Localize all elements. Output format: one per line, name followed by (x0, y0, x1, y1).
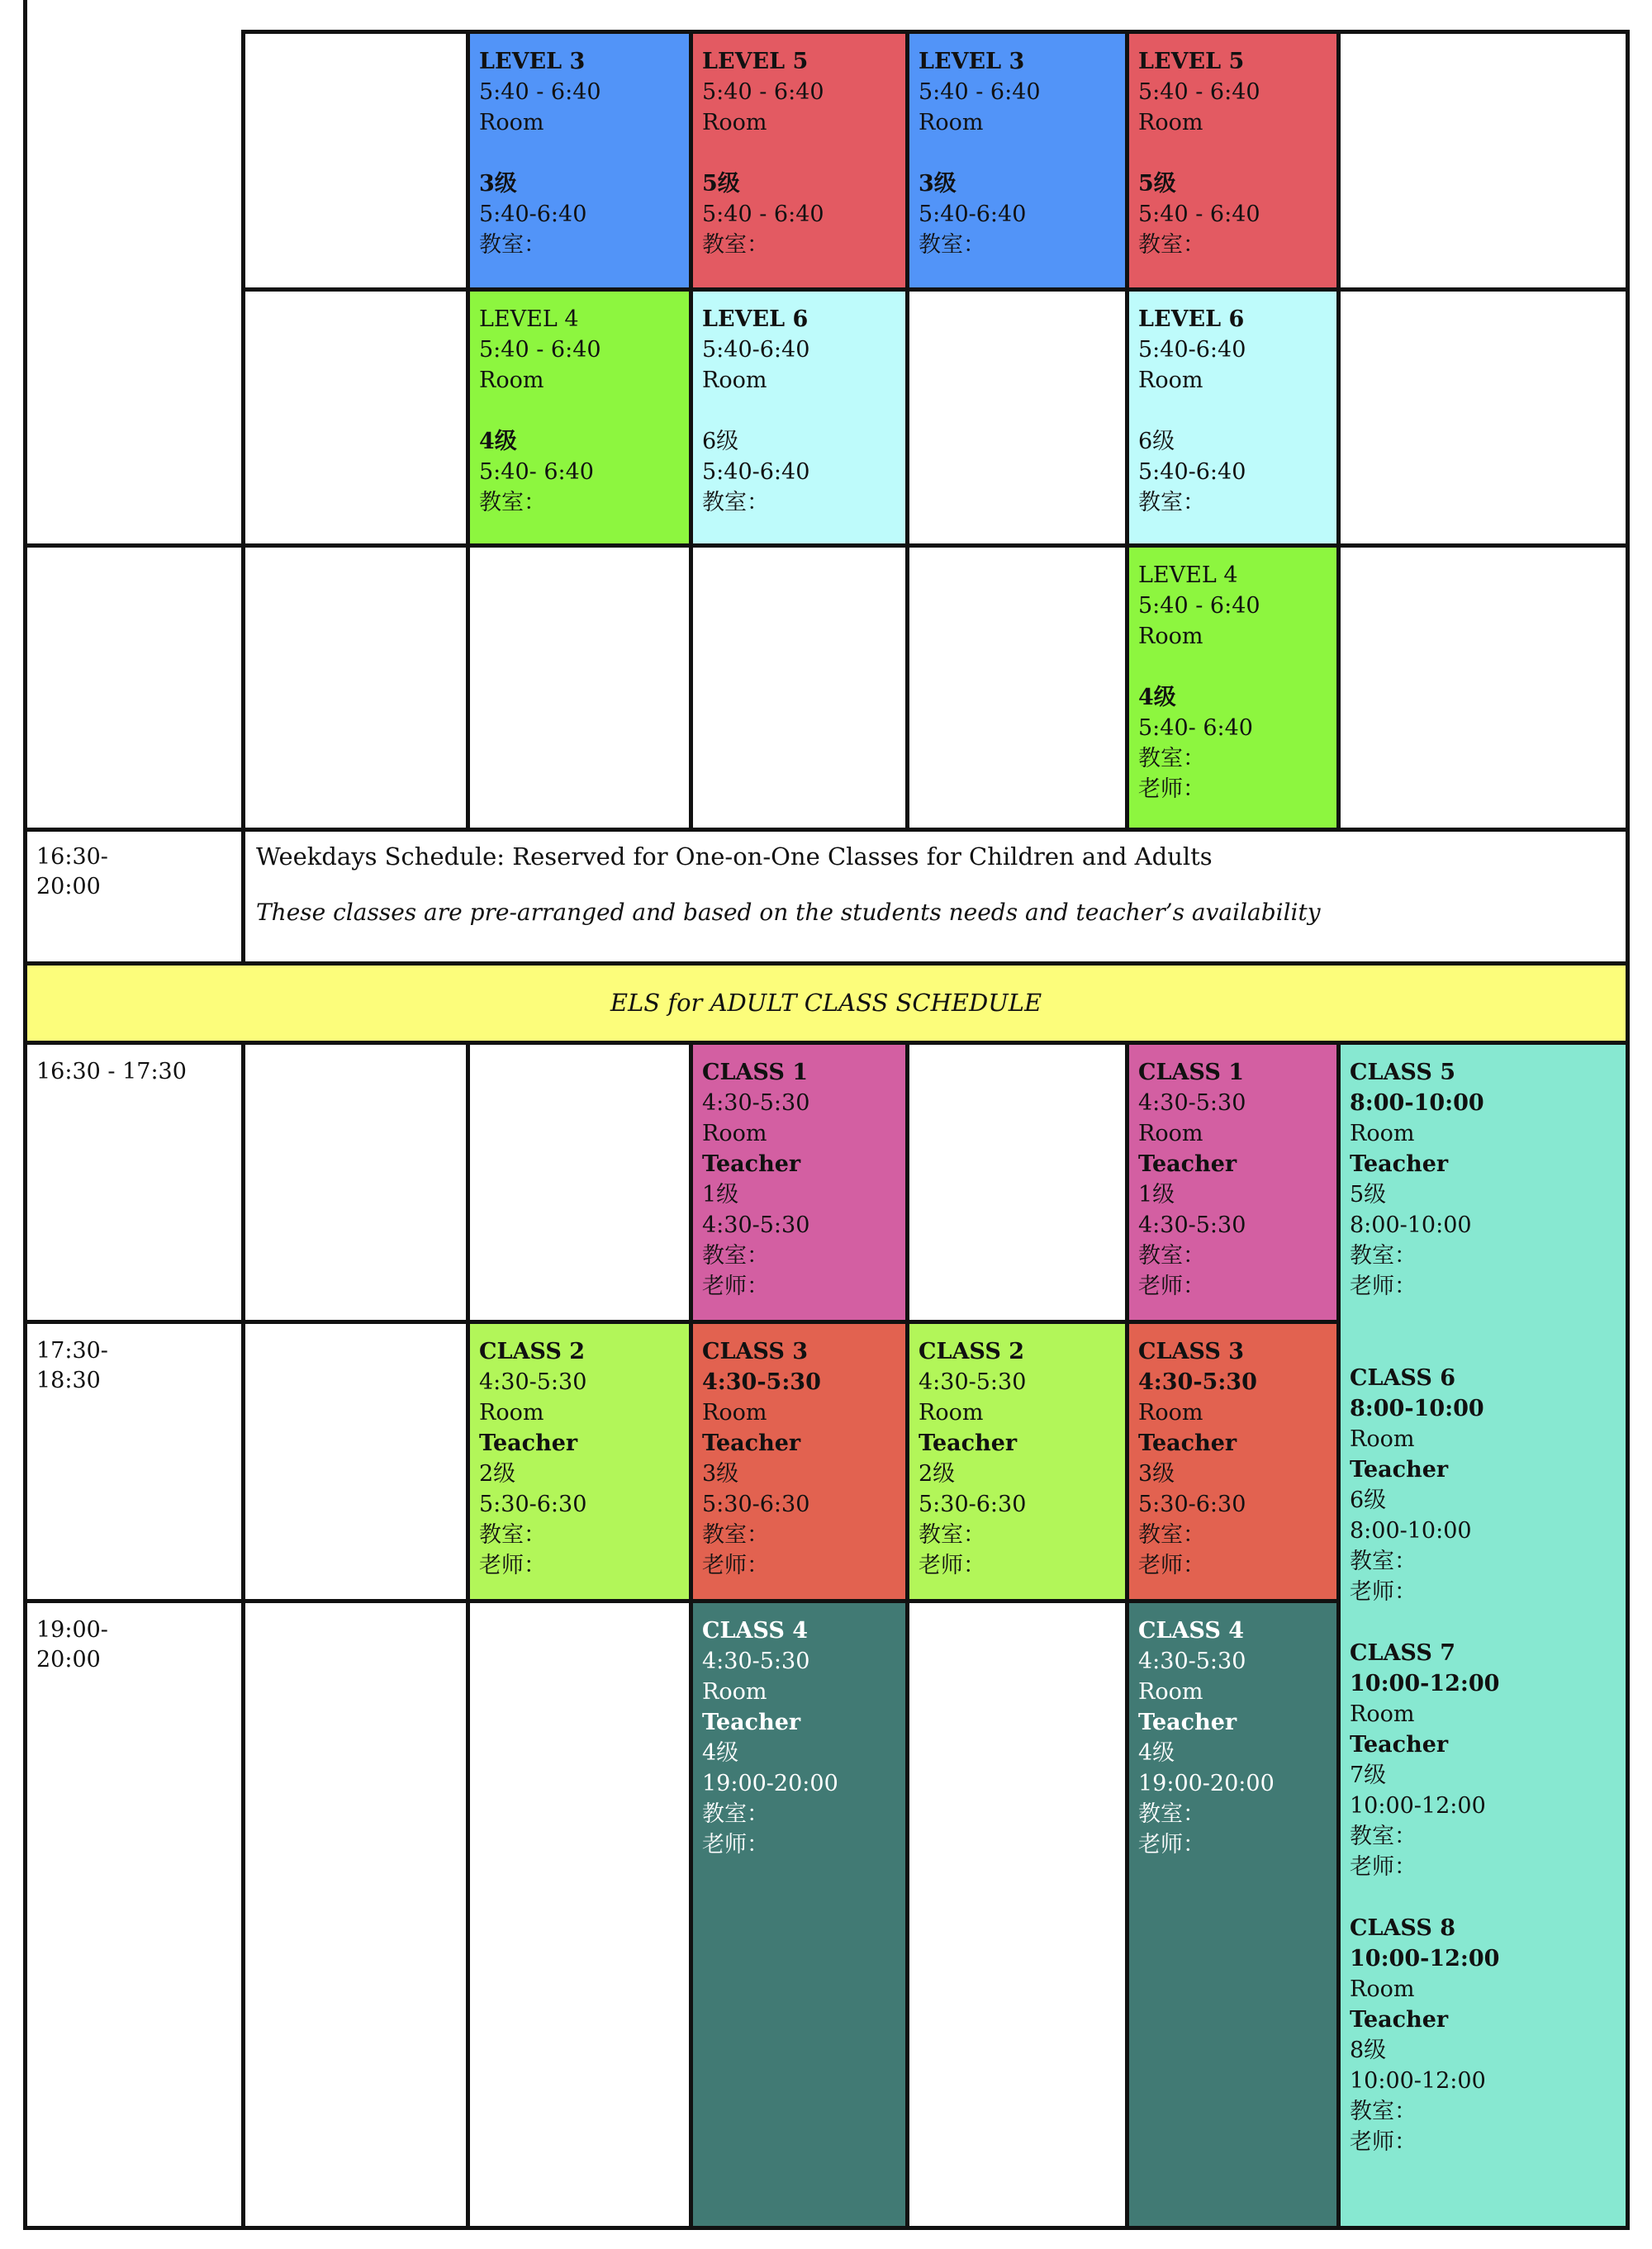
block-line: 老师： (1138, 1832, 1205, 1858)
class-block (691, 1601, 907, 2226)
block-line: 4:30-5:30 (702, 1649, 810, 1674)
block-line: Teacher (1350, 1151, 1449, 1177)
block-line: 老师： (1138, 776, 1205, 802)
block-text (1138, 1057, 1332, 1302)
block-line: Room (702, 368, 767, 393)
block-line: LEVEL 3 (479, 49, 586, 74)
block-line (1138, 138, 1332, 168)
block-line: CLASS 5 (1350, 1060, 1456, 1085)
level-block (468, 289, 691, 545)
block-line: 5:40- 6:40 (479, 459, 594, 485)
block-line: 2级 (919, 1461, 956, 1487)
grid-line (689, 30, 693, 828)
block-line (479, 396, 684, 426)
block-text (702, 304, 900, 518)
block-line: 1级 (1138, 1182, 1175, 1208)
grid-line (23, 1320, 1340, 1324)
block-text (702, 46, 900, 260)
block-line: Room (479, 110, 544, 135)
block-text (479, 46, 684, 260)
block-line: 教室： (1350, 1243, 1417, 1269)
block-line: Teacher (1350, 2007, 1449, 2033)
time-label: 19:00- 20:00 (36, 1617, 108, 1673)
block-line: 5:40-6:40 (1138, 337, 1246, 363)
block-line: 8:00-10:00 (1350, 1396, 1484, 1421)
block-line: 教室： (1138, 1801, 1205, 1827)
block-line: 5:40-6:40 (702, 459, 810, 485)
block-line: 5:40 - 6:40 (479, 337, 601, 363)
block-text (1138, 560, 1332, 804)
block-line: 教室： (919, 232, 985, 258)
block-text (919, 46, 1120, 260)
block-line: Room (1350, 1121, 1415, 1146)
block-line: CLASS 1 (1138, 1060, 1245, 1085)
block-line: CLASS 1 (702, 1060, 809, 1085)
block-line: 老师： (702, 1274, 769, 1299)
block-line: LEVEL 6 (702, 306, 809, 332)
block-line: Room (1138, 624, 1203, 649)
block-line: 10:00-12:00 (1350, 1946, 1500, 1971)
block-line: 4:30-5:30 (1138, 1212, 1246, 1238)
block-line: 5:40-6:40 (1138, 459, 1246, 485)
block-line: 教室： (1350, 1549, 1417, 1574)
block-line: 8:00-10:00 (1350, 1090, 1484, 1116)
block-line: 6级 (1138, 429, 1175, 454)
block-line: 5:40 - 6:40 (702, 79, 824, 105)
block-line: 5:40 - 6:40 (1138, 593, 1260, 619)
block-line: 5:30-6:30 (1138, 1492, 1246, 1517)
grid-line (241, 287, 1630, 292)
grid-line (1125, 30, 1129, 828)
block-line: 教室： (702, 490, 769, 515)
block-line: 4级 (479, 429, 517, 454)
block-line: 教室： (702, 1801, 769, 1827)
block-line: 老师： (919, 1553, 985, 1578)
block-line: 5:40 - 6:40 (919, 79, 1041, 105)
level-block (691, 31, 907, 289)
block-text (702, 1616, 900, 1860)
grid-line (466, 1041, 470, 2228)
class-block (1127, 1042, 1338, 1321)
block-line (1350, 1302, 1621, 1332)
block-line: CLASS 3 (702, 1339, 809, 1364)
block-text (1138, 1616, 1332, 1860)
block-line: 8级 (1350, 2038, 1387, 2063)
level-block (907, 31, 1127, 289)
block-line: Room (702, 1679, 767, 1705)
block-line: LEVEL 5 (702, 49, 809, 74)
class-block (691, 1042, 907, 1321)
block-line: 4:30-5:30 (702, 1090, 810, 1116)
block-line: 10:00-12:00 (1350, 2068, 1486, 2094)
grid-line (1336, 1041, 1341, 2228)
block-line: 1级 (702, 1182, 739, 1208)
class-block (691, 1321, 907, 1601)
block-line: 3级 (919, 171, 957, 197)
grid-line (23, 1041, 1630, 1045)
block-line: 老师： (1350, 1579, 1417, 1605)
grid-line (1125, 1041, 1129, 2228)
grid-line (23, 543, 1630, 548)
block-line: Teacher (1138, 1431, 1237, 1456)
class-block (468, 1321, 691, 1601)
weekday-reserved-title: Weekdays Schedule: Reserved for One-on-One Classes for Children and Adults (256, 842, 1213, 871)
block-line: 5:40 - 6:40 (1138, 202, 1260, 227)
time-label: 16:30- 20:00 (36, 844, 108, 899)
grid-line (905, 30, 909, 828)
block-line: 教室： (1350, 2099, 1417, 2124)
block-line: 6级 (1350, 1487, 1387, 1513)
block-line (479, 138, 684, 168)
block-line: 教室： (702, 1243, 769, 1269)
grid-line (241, 30, 245, 828)
block-line: 5:40-6:40 (479, 202, 587, 227)
block-line: Teacher (479, 1431, 578, 1456)
grid-line (23, 1599, 1340, 1603)
block-line: 5:40- 6:40 (1138, 715, 1253, 741)
block-line: 教室： (702, 1522, 769, 1548)
block-line: 教室： (702, 232, 769, 258)
block-line: 教室： (919, 1522, 985, 1548)
grid-line (241, 828, 245, 961)
block-line: Room (1138, 110, 1203, 135)
block-line: 4:30-5:30 (479, 1369, 587, 1395)
block-line: Room (1350, 1701, 1415, 1727)
block-line: Room (1138, 1121, 1203, 1146)
block-line: 4:30-5:30 (1138, 1369, 1257, 1395)
block-line: 5级 (702, 171, 740, 197)
block-line: 3级 (1138, 1461, 1175, 1487)
block-line: 老师： (1350, 1854, 1417, 1880)
block-line: LEVEL 3 (919, 49, 1025, 74)
grid-line (23, 961, 1630, 966)
level-block (1127, 31, 1338, 289)
block-line: 5:40-6:40 (919, 202, 1027, 227)
block-line: Room (1138, 368, 1203, 393)
class-block (907, 1321, 1127, 1601)
block-line: Teacher (702, 1431, 801, 1456)
block-line: 19:00-20:00 (702, 1771, 838, 1796)
block-line: 5:30-6:30 (919, 1492, 1027, 1517)
block-line: Teacher (919, 1431, 1018, 1456)
block-line: 4级 (1138, 1740, 1175, 1766)
block-line: 4:30-5:30 (702, 1369, 821, 1395)
block-line: 5:40-6:40 (702, 337, 810, 363)
block-line: 教室： (1138, 746, 1205, 771)
time-label: 16:30 - 17:30 (36, 1059, 187, 1084)
block-line: 老师： (702, 1832, 769, 1858)
block-line: 老师： (702, 1553, 769, 1578)
block-line: Room (702, 1121, 767, 1146)
block-line: 8:00-10:00 (1350, 1212, 1472, 1238)
class-block (1127, 1601, 1338, 2226)
block-line: CLASS 4 (702, 1618, 809, 1644)
block-line: 5:40 - 6:40 (1138, 79, 1260, 105)
level-block (1127, 289, 1338, 545)
block-line: LEVEL 4 (1138, 562, 1238, 588)
block-line: CLASS 2 (479, 1339, 586, 1364)
block-line: 19:00-20:00 (1138, 1771, 1275, 1796)
block-line: 老师： (1350, 2129, 1417, 2155)
block-line: 教室： (1138, 490, 1205, 515)
block-line: Room (1138, 1679, 1203, 1705)
block-line: Teacher (1350, 1457, 1449, 1483)
grid-line (241, 1041, 245, 2228)
block-line: 3级 (479, 171, 517, 197)
block-line (1138, 396, 1332, 426)
grid-line (905, 1041, 909, 2228)
block-line: 3级 (702, 1461, 739, 1487)
block-line: Room (919, 110, 984, 135)
block-line (702, 396, 900, 426)
block-line: 5:40 - 6:40 (479, 79, 601, 105)
block-line: Room (1350, 1426, 1415, 1452)
block-line (1350, 1607, 1621, 1638)
block-line: LEVEL 5 (1138, 49, 1245, 74)
block-line: CLASS 4 (1138, 1618, 1245, 1644)
block-line: 教室： (479, 1522, 546, 1548)
block-text (1350, 1057, 1621, 2157)
block-line: CLASS 2 (919, 1339, 1025, 1364)
block-line: 教室： (1138, 1243, 1205, 1269)
block-line: Room (702, 1400, 767, 1426)
block-text (919, 1336, 1120, 1581)
block-line (919, 138, 1120, 168)
grid-line (23, 2226, 1630, 2230)
block-line: 7级 (1350, 1763, 1387, 1788)
level-block (691, 289, 907, 545)
block-line: 4:30-5:30 (919, 1369, 1027, 1395)
block-line: 4:30-5:30 (702, 1212, 810, 1238)
block-line: Room (479, 1400, 544, 1426)
block-text (479, 1336, 684, 1581)
block-line: 6级 (702, 429, 739, 454)
block-line: 教室： (479, 232, 546, 258)
block-text (702, 1057, 900, 1302)
block-line: Room (919, 1400, 984, 1426)
block-line: 8:00-10:00 (1350, 1518, 1472, 1544)
grid-line (689, 1041, 693, 2228)
block-line: 10:00-12:00 (1350, 1671, 1500, 1696)
block-line (702, 138, 900, 168)
block-line: 老师： (1138, 1553, 1205, 1578)
block-text (1138, 304, 1332, 518)
block-line: Room (702, 110, 767, 135)
block-line (1350, 1882, 1621, 1913)
block-line: CLASS 8 (1350, 1915, 1456, 1941)
grid-line (1336, 30, 1341, 828)
grid-line (23, 0, 27, 2230)
block-line (1350, 1332, 1621, 1363)
block-line: CLASS 6 (1350, 1365, 1456, 1391)
block-line: Teacher (1138, 1710, 1237, 1735)
block-text (479, 304, 684, 518)
block-line: 5:30-6:30 (702, 1492, 810, 1517)
grid-line (1626, 30, 1630, 2230)
class-block (1127, 1321, 1338, 1601)
banner-title: ELS for ADULT CLASS SCHEDULE (610, 989, 1042, 1017)
block-line: Teacher (702, 1151, 801, 1177)
block-line: Room (479, 368, 544, 393)
block-line: 4:30-5:30 (1138, 1649, 1246, 1674)
block-text (1138, 1336, 1332, 1581)
block-line: Teacher (702, 1710, 801, 1735)
block-line: 4级 (702, 1740, 739, 1766)
block-line: LEVEL 4 (479, 306, 579, 332)
block-line: 老师： (1138, 1274, 1205, 1299)
block-line: 5:40 - 6:40 (702, 202, 824, 227)
block-line: 2级 (479, 1461, 516, 1487)
block-line: 5级 (1138, 171, 1176, 197)
block-line: Room (1350, 1976, 1415, 2002)
block-line: 老师： (1350, 1274, 1417, 1299)
block-line: 5级 (1350, 1182, 1387, 1208)
grid-line (466, 30, 470, 828)
block-line: 10:00-12:00 (1350, 1793, 1486, 1819)
block-line: Teacher (1138, 1151, 1237, 1177)
block-line: LEVEL 6 (1138, 306, 1245, 332)
block-line: Room (1138, 1400, 1203, 1426)
block-line: 教室： (1138, 232, 1205, 258)
time-label: 17:30- 18:30 (36, 1338, 108, 1393)
grid-line (23, 828, 1630, 832)
block-text (702, 1336, 900, 1581)
class-block (1338, 1042, 1627, 2226)
block-line: 4:30-5:30 (1138, 1090, 1246, 1116)
block-line: 教室： (1138, 1522, 1205, 1548)
block-line: 教室： (479, 490, 546, 515)
block-line: 教室： (1350, 1824, 1417, 1849)
block-line: 老师： (479, 1553, 546, 1578)
level-block (468, 31, 691, 289)
grid-line (241, 30, 1630, 34)
block-text (1138, 46, 1332, 260)
block-line: 4级 (1138, 685, 1176, 710)
block-line (1138, 652, 1332, 682)
block-line: CLASS 7 (1350, 1640, 1456, 1666)
level-block (1127, 545, 1338, 829)
block-line: Teacher (1350, 1732, 1449, 1758)
block-line: 5:30-6:30 (479, 1492, 587, 1517)
weekday-reserved-note: These classes are pre-arranged and based on the students needs and teacher’s availability (256, 899, 1321, 926)
block-line: CLASS 3 (1138, 1339, 1245, 1364)
